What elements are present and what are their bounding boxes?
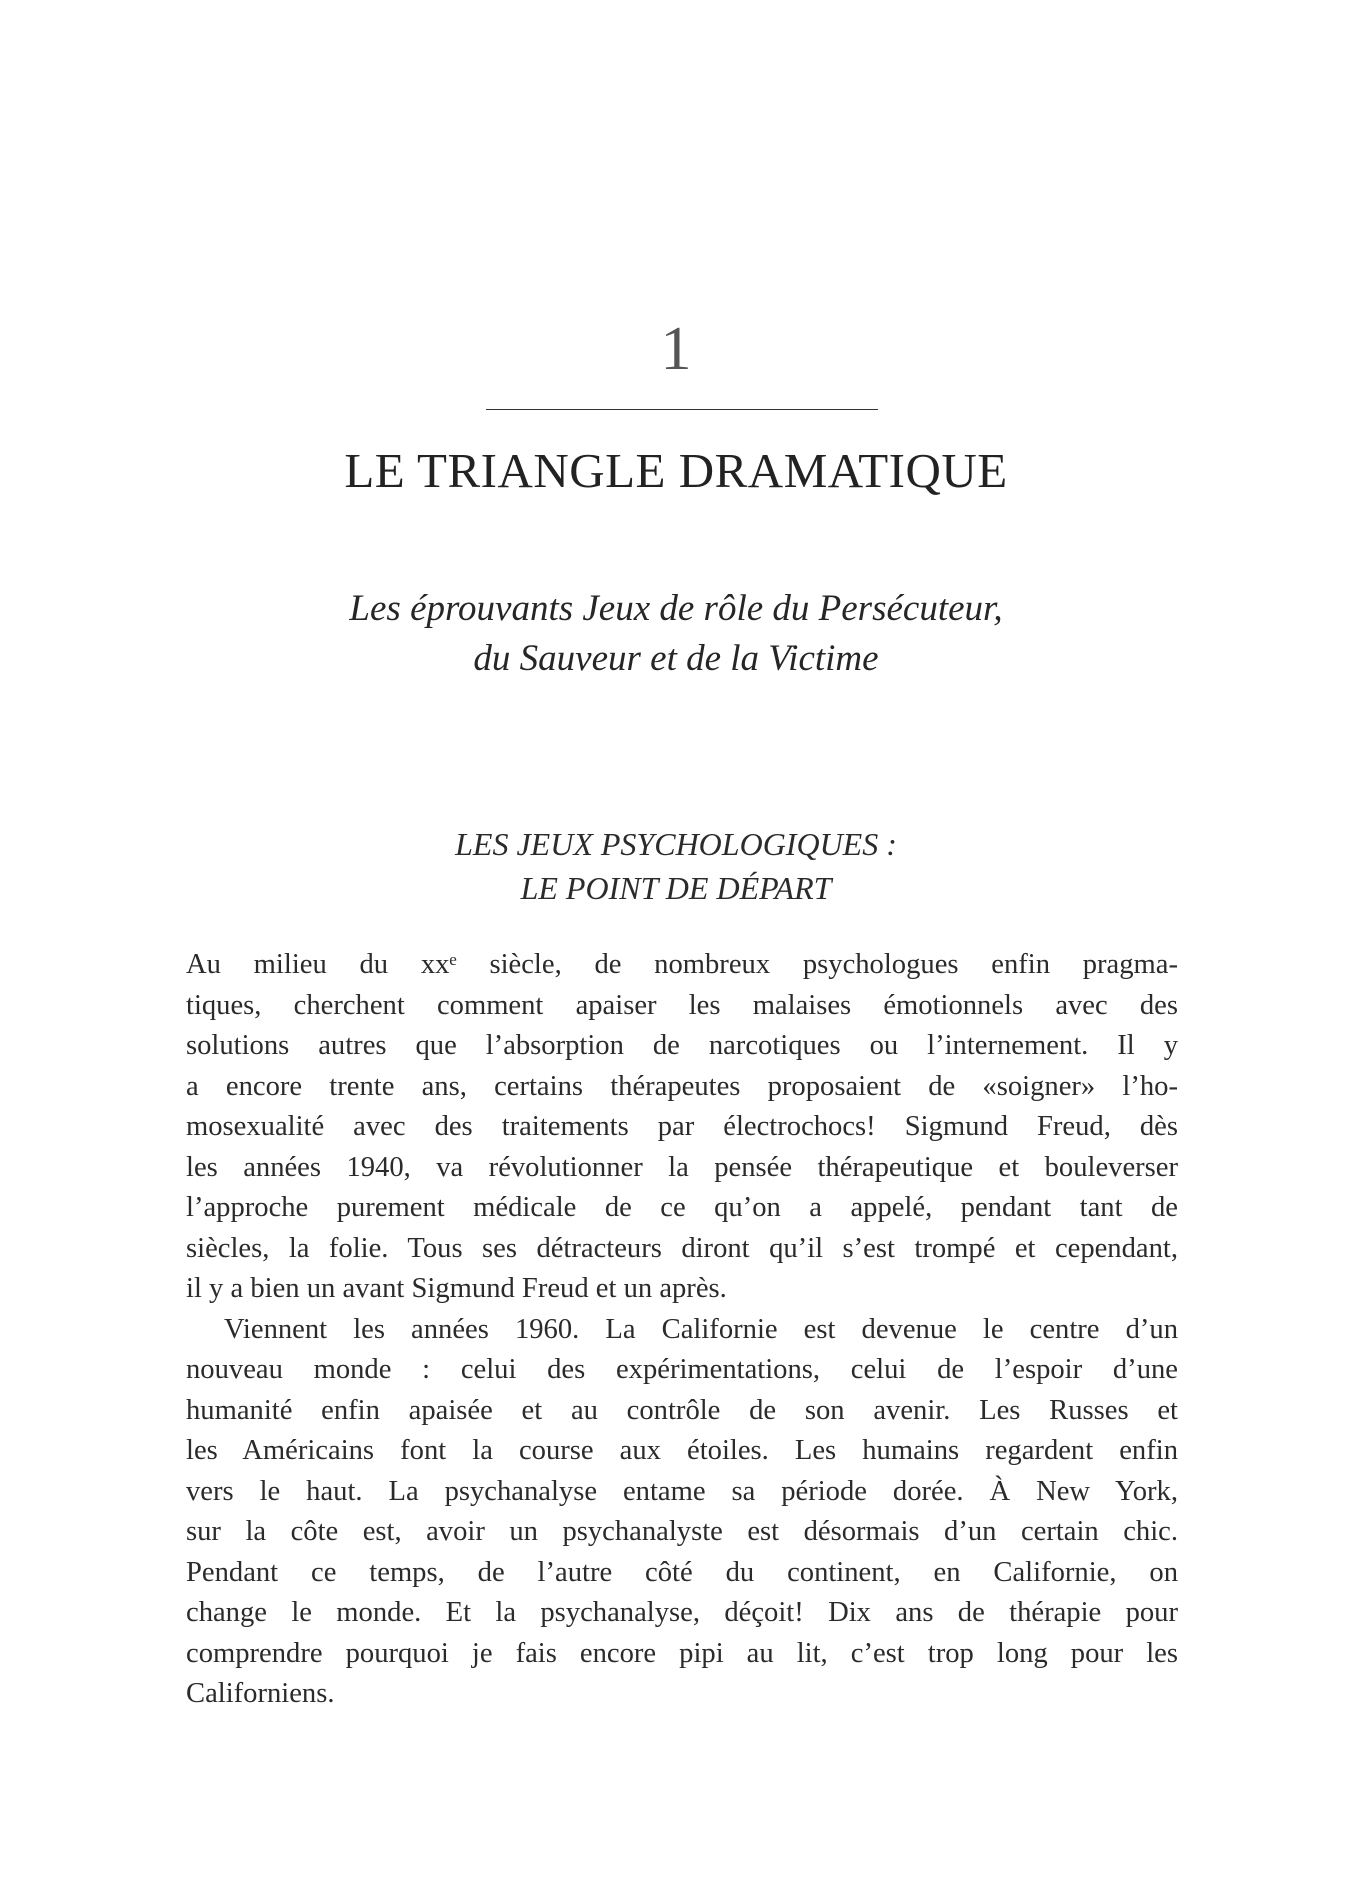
- chapter-title: LE TRIANGLE DRAMATIQUE: [344, 443, 1008, 498]
- paragraph-1: [186, 945, 1178, 1310]
- paragraph-2: [186, 1310, 1178, 1715]
- chapter-subtitle-line: du Sauveur et de la Victime: [473, 638, 879, 679]
- text-line: comprendre pourquoi je fais encore pipi au lit, c’est trop long pour les: [186, 1637, 1178, 1669]
- text-line: Viennent les années 1960. La Californie est devenue le centre d’un: [224, 1313, 1178, 1345]
- text-line: change le monde. Et la psychanalyse, déçoit! Dix ans de thérapie pour: [186, 1597, 1178, 1628]
- text-line: solutions autres que l’absorption de narcotiques ou l’internement. Il y: [186, 1030, 1178, 1061]
- chapter-number: 1: [660, 315, 692, 383]
- text-line: Pendant ce temps, de l’autre côté du continent, en Californie, on: [186, 1556, 1178, 1588]
- chapter-subtitle-line: Les éprouvants Jeux de rôle du Persécuteur,: [349, 588, 1003, 629]
- text-line: vers le haut. La psychanalyse entame sa période dorée. À New York,: [186, 1475, 1178, 1507]
- text-line: humanité enfin apaisée et au contrôle de son avenir. Les Russes et: [186, 1394, 1178, 1426]
- text-line: mosexualité avec des traitements par électrochocs! Sigmund Freud, dès: [186, 1111, 1178, 1142]
- section-heading-line: LES JEUX PSYCHOLOGIQUES :: [455, 826, 897, 862]
- text-line: Au milieu du xxᵉ siècle, de nombreux psychologues enfin pragma-: [186, 949, 1178, 980]
- text-line: Californiens.: [186, 1678, 335, 1709]
- text-line: les années 1940, va révolutionner la pensée thérapeutique et bouleverser: [186, 1151, 1178, 1183]
- text-line: il y a bien un avant Sigmund Freud et un après.: [186, 1273, 727, 1304]
- text-line: sur la côte est, avoir un psychanalyste est désormais d’un certain chic.: [186, 1516, 1178, 1547]
- text-line: l’approche purement médicale de ce qu’on a appelé, pendant tant de: [186, 1192, 1178, 1223]
- chapter-divider: [486, 409, 878, 410]
- chapter-subtitle: [0, 584, 1352, 684]
- text-line: a encore trente ans, certains thérapeutes proposaient de «soigner» l’ho-: [186, 1070, 1178, 1102]
- text-line: les Américains font la course aux étoiles. Les humains regardent enfin: [186, 1435, 1178, 1466]
- body-text: [186, 945, 1178, 1715]
- text-line: siècles, la folie. Tous ses détracteurs diront qu’il s’est trompé et cependant,: [186, 1232, 1178, 1264]
- text-line: nouveau monde : celui des expérimentations, celui de l’espoir d’une: [186, 1354, 1178, 1385]
- text-line: tiques, cherchent comment apaiser les malaises émotionnels avec des: [186, 989, 1178, 1021]
- section-heading-line: LE POINT DE DÉPART: [520, 870, 832, 906]
- section-heading: [0, 822, 1352, 910]
